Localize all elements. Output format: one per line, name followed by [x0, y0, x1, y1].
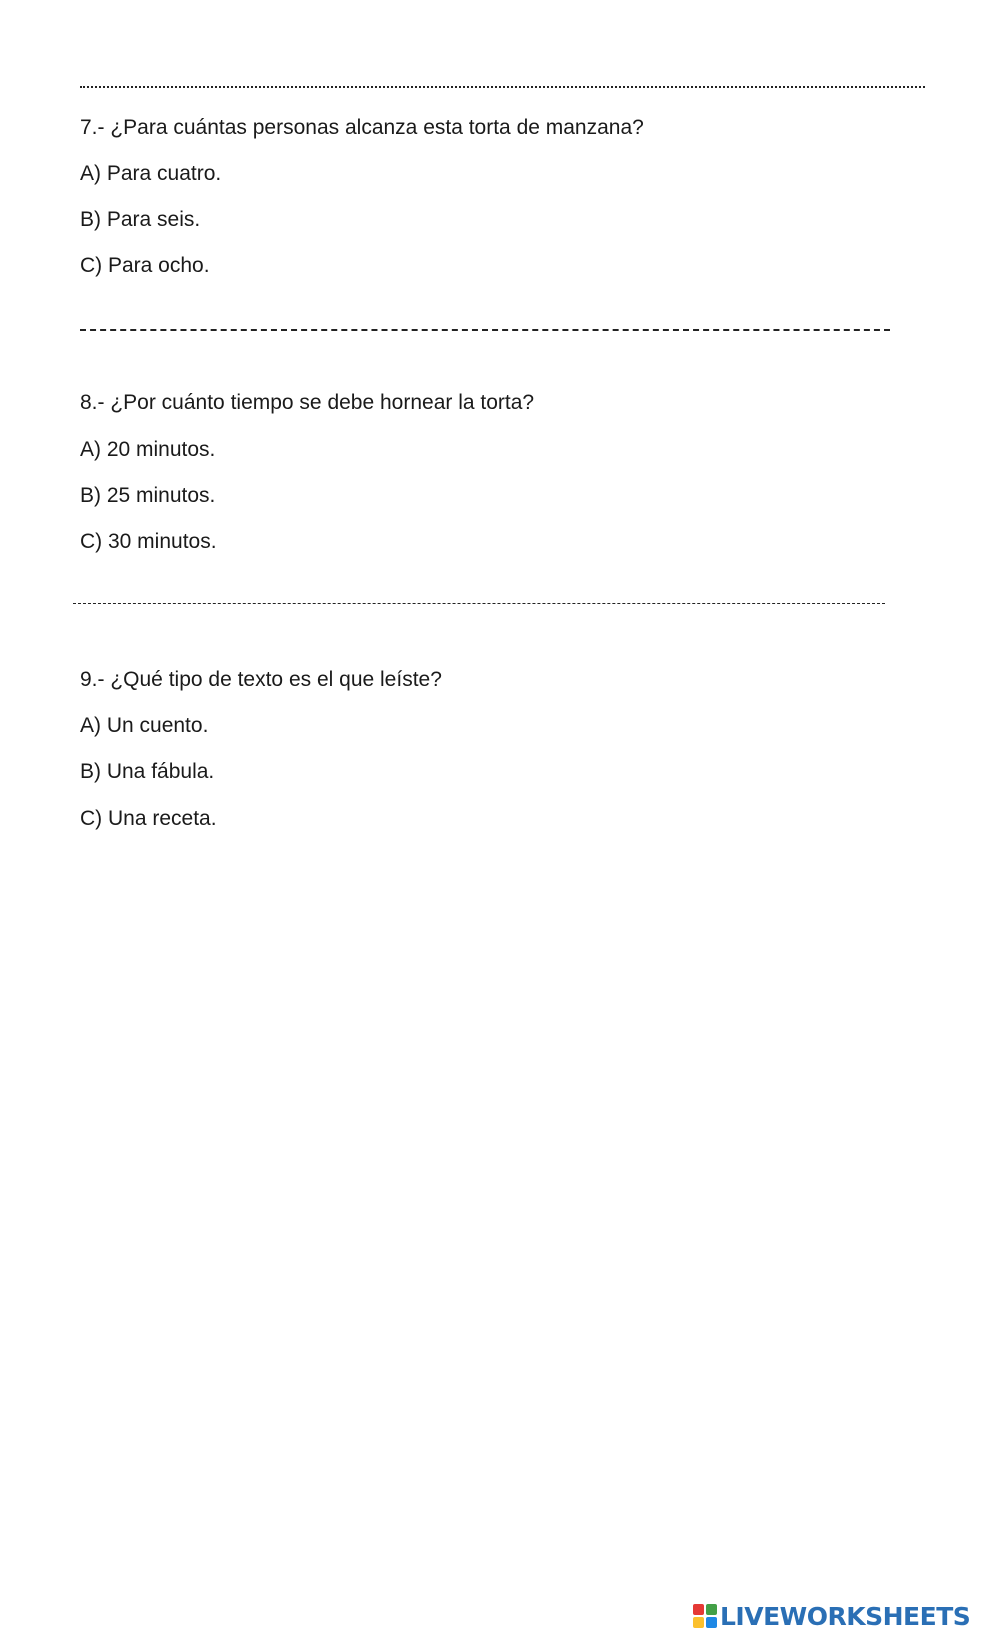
question-8: 8.- ¿Por cuánto tiempo se debe hornear la torta? — [80, 391, 535, 414]
question-7: 7.- ¿Para cuántas personas alcanza esta torta de manzana? — [80, 116, 644, 139]
logo-square-yellow — [693, 1617, 704, 1628]
dashed-separator-2 — [73, 603, 885, 604]
question-8-option-c: C) 30 minutos. — [80, 530, 217, 553]
question-7-option-b: B) Para seis. — [80, 208, 201, 231]
logo-square-blue — [706, 1617, 717, 1628]
logo-grid-icon — [693, 1604, 717, 1628]
liveworksheets-logo — [693, 1600, 970, 1632]
question-8-option-b: B) 25 minutos. — [80, 484, 216, 507]
question-7-option-a: A) Para cuatro. — [80, 162, 222, 185]
question-9-option-c: C) Una receta. — [80, 807, 217, 830]
question-9-option-b: B) Una fábula. — [80, 760, 215, 783]
question-9-option-a: A) Un cuento. — [80, 714, 209, 737]
dashed-separator-1 — [80, 329, 890, 331]
question-8-option-a: A) 20 minutos. — [80, 438, 216, 461]
logo-text: LIVEWORKSHEETS — [720, 1601, 971, 1631]
logo-square-red — [693, 1604, 704, 1615]
question-9: 9.- ¿Qué tipo de texto es el que leíste? — [80, 668, 442, 691]
logo-square-green — [706, 1604, 717, 1615]
question-7-option-c: C) Para ocho. — [80, 254, 210, 277]
top-dotted-separator — [80, 86, 925, 88]
